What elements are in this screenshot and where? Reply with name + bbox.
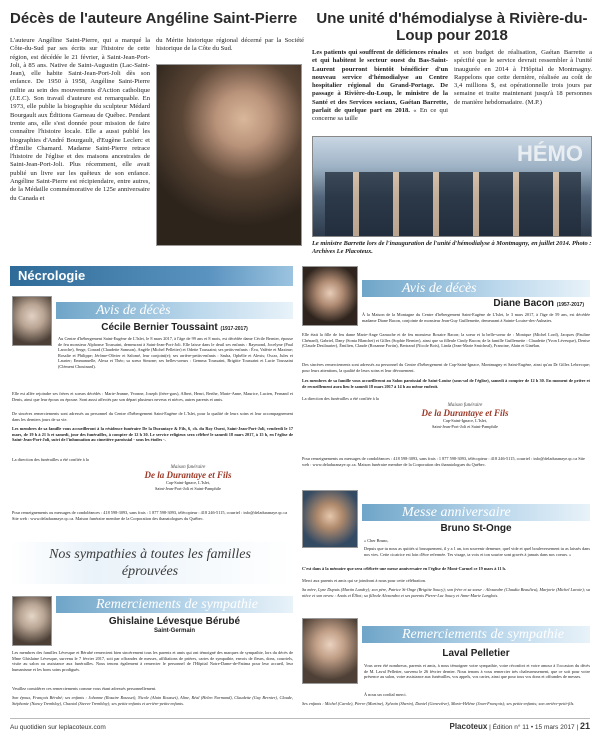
necrologie-banner (10, 266, 293, 286)
bruno-photo (302, 490, 358, 548)
avis-deces-band-2: Avis de décès (362, 280, 590, 297)
diane-bold: Les membres de sa famille vous accueilleront au Salon paroissial de Saint-Louise (sous-sol de l'église), samedi à compter de 12 h 30. En moment de prière et de recueillement aura lieu le samedi 18 mars 2017 à 14 h au même endroit. (302, 378, 590, 389)
funeral-home-addr2-2: Saint-Jean-Port-Joli et Saint-Pamphile (432, 423, 498, 429)
ghislaine-place: Saint-Germain (153, 628, 195, 634)
lead-end: « En ce qui concerne sa taille (312, 107, 448, 123)
ghislaine-name: Ghislaine Lévesque Bérubé (108, 616, 241, 627)
cecile-contact: Pour renseignements ou messages de condoléances : 418 598-3093, sans frais : 1 877 598-3093, télécopieur : 418 246-5115, courriel : info@deladuranaye.qc.ca Site web : www.deladuranaye.qc.ca. Maison funéraire membre de la Corporation des thanatologues du Québec. (12, 510, 288, 521)
saint-pierre-photo (156, 64, 302, 246)
cecile-photo (12, 296, 52, 346)
footer-edition: | Édition n° 11 • 15 mars 2017 | (489, 724, 579, 731)
diane-contact: Pour renseignements ou messages de condoléances : 418 598-3093, sans frais : 1 877 598-3093, télécopieur : 418 246-5115, courriel : info@deladuranaye.qc.ca Site web : www.deladuranaye.qc.ca. Maison funéraire membre de la Corporation des thanatologues du Québec. (302, 456, 585, 467)
cecile-text-2: Elle est allée rejoindre ses frères et soeurs décédés : Marie-Jeanne, Yvonne, Joseph (frère-gars), Albert, Henri, Berthe, Marie-Anne, Maurice, Lucien, Fernand et Denis, ainsi que leur époux ou épouse. Sont aussi affectés par son départ plusieurs neveux et nièces, autres parents et amis. (12, 391, 293, 402)
cecile-years: (1917-2017) (220, 326, 248, 332)
bruno-bold: C'est dans à la mémoire que sera célébrée une messe anniversaire en l'église de Mont-Carmel ce 19 mars à 11 h. (302, 566, 507, 571)
remerciements-band-1: Remerciements de sympathie (56, 596, 293, 613)
laval-photo (302, 618, 358, 684)
footer-page: 21 (579, 721, 590, 731)
necrologie-title: Nécrologie (18, 268, 86, 283)
diane-name (362, 298, 590, 309)
funeral-home-name-2: De la Durantaye et Fils (421, 408, 509, 418)
funeral-home-top-2: Maison funéraire (447, 403, 483, 408)
article-title-saint-pierre: Décès de l'auteure Angéline Saint-Pierre (10, 10, 298, 27)
funeral-home-top: Maison funéraire (170, 465, 206, 470)
article-body-saint-pierre-col2: du Mérite historique régional décerné par la Société historique de la Côte du Sud. (156, 37, 304, 53)
laval-text-2: À nous un cordial merci. (364, 692, 407, 697)
diane-photo (302, 266, 358, 326)
diane-name-text: Diane Bacon (493, 298, 554, 309)
photo-sign: HÉMO (517, 141, 583, 166)
article-title-hemodialyse: Une unité d'hémodialyse à Rivière-du-Loup pour 2018 (316, 10, 588, 44)
footer-right (449, 721, 590, 731)
footer-brand: Placoteux (449, 722, 488, 731)
cecile-text-3: De sincères remerciements sont adressés au personnel du Centre d'hébergement Saint-Eugène de L'Islet, pour la qualité de leurs soins et leur accompagnement dans les derniers jours de sa vie. (12, 411, 293, 422)
diane-text-1: À la Maison de la Montagne du Centre d'hébergement Saint-Eugène de L'Islet, le 3 mars 2017, à l'âge de 59 ans, est décédée madame Diane Bacon, conjointe de monsieur Jean-Guy Guillemette, demeurant à Sainte-Louise-des-Aulnaies. (362, 312, 590, 323)
sympathies-text: Nos sympathies à toutes les familles éprouvées (49, 547, 251, 579)
diane-direction: La direction des funérailles a été confiée à la (302, 396, 379, 401)
funeral-home-addr1-2: Cap-Saint-Ignace, L'Islet, (442, 418, 488, 423)
ghislaine-sign: Son époux, François Bérubé; ses enfants : Johanne (Rosaire Rousset), Nicole (Alain Rousset), Aline, Réal (Helen Normand), Claudette (Guy Bernier), Claude, Stéphanie (Nancy Tremblay), Chantal (Steeve Tremblay); ses petits-enfants et arrière-petits-enfants. (12, 695, 293, 706)
diane-text-3: Des sincères remerciements sont adressés au personnel du Centre d'hébergement de Cap-Saint-Ignace, Montmagny et Saint-Eugène, ainsi qu'au Dr Gilles Lebrecque; pour leurs attentions, la qualité de leurs soins et leur dévouement. (302, 362, 590, 373)
lead-bold: Les patients qui souffrent de déficiences rénales et qui habitent le secteur ouest du Bas-Saint-Laurent pourront bientôt bénéficier d'un nouveau service d'hémodialyse au Centre hospitalier régional du Grand-Portage. De passage à Rivière-du-Loup, le ministre de la Santé et des Services sociaux, Gaétan Barrette, parlait de quelque part en 2018. (312, 49, 448, 115)
bruno-text-2: Merci aux parents et amis qui se joindront à nous pour cette célébration. (302, 578, 426, 583)
barrette-caption: Le ministre Barrette lors de l'inauguration de l'unité d'hémodialyse à Montmagny, en juillet 2014. Photo : Archives Le Placoteux. (312, 240, 592, 255)
funeral-home-addr2: Saint-Jean-Port-Joli et Saint-Pamphile (155, 485, 221, 491)
cecile-name-text: Cécile Bernier Toussaint (101, 322, 218, 333)
barrette-photo (312, 136, 592, 237)
article-body-hemodialyse: et son budget de réalisation, Gaétan Barrette a spécifié que le service devrait ressembler à l'unité inaugurée en 2014 à l'Hôpital de Montmagny. Rappelons que cette dernière, réalisée au coût de 3,4 millions $, est opérationnelle trois jours par semaine et traite maintenant jusqu'à 18 personnes de manière hebdomadaire. (M.P.) (454, 49, 592, 106)
bruno-name: Bruno St-Onge (440, 523, 512, 534)
remerciements-band-2: Remerciements de sympathie (362, 626, 590, 643)
laval-name: Laval Pelletier (442, 648, 510, 659)
funeral-home-logo-2 (395, 403, 535, 443)
ghislaine-text-1: Les membres des familles Lévesque et Bérubé remercient bien sincèrement tous les parents et amis qui ont témoigné des marques de sympathie, lors du décès de Mme Ghislaine Lévesque, survenu le 7 février 2017, soit par offrandes de messes, affiliations de prières, cartes de sympathie, envois de fleurs, dons, courriels, visite au salon ou assistance aux funérailles. Nous tenons également à remercier le personnel de l'Hôpital Notre-Dame-de-Fatima pour leur accueil, leur humanisme et les bons soins prodigués. (12, 650, 293, 672)
footer-rule (10, 718, 590, 719)
sympathies-banner (10, 542, 293, 584)
group-of-people (325, 172, 581, 236)
messe-band: Messe anniversaire (362, 504, 590, 521)
article-body-saint-pierre: L'auteure Angéline Saint-Pierre, qui a marqué la Côte-du-Sud par ses écrits sur l'histoire de cette région, est décédée le 21 février, à Saint-Jean-Port-Joli, à 85 ans. Native de Saint-Augustin (Lac-Saint-Jean), elle habite Saint-Jean-Port-Joli dès son enfance. De 1950 à 1958, Angéline Saint-Pierre milite au sein des mouvements d'Action catholique (J.E.C). Son travail d'auteure est remarquable. En 1973, elle publie la biographie du sculpteur Médard Bourgault aux Éditions Garneau de Québec. Pendant trente ans, elle s'est donnée pour mission de faire connaître l'histoire locale. Elle a aussi publié les biographies d'André Bourgault, d'Eugène Leclerc et d'Émilie Chamard. Madame Saint-Pierre retrace l'histoire de l'église et des maisons ancestrales de Saint-Jean-Port-Joli. Plus récemment, elle avait publié un livre sur les quêteux de son enfance. Angéline Saint-Pierre est récipiendaire, entre autres, de la Médaille commémorative de 125e anniversaire du Canada et (10, 37, 150, 202)
bruno-sign: Sa mère, Lyne Dupuis (Martin Landry); son père, Patrice St-Onge (Brigitte Soucy); son frère et sa soeur : Alexandre (Claudia Beaulieu), Marjorie (Michel Lavoie); sa nièce et son neveu : Anaïs et Élliot; sa filleule Alexandra et ses parents Pierre-Luc Soucy et Anne-Marie Langlois. (302, 587, 590, 598)
laval-sign: Ses enfants : Michel (Carole), Pierre (Martine), Sylvain (Sherin), Daniel (Geneviève), Marie-Hélène (Jean-François); ses petits-enfants; son arrière-petit-fils. (302, 701, 575, 706)
bruno-quote: « Cher Bruno, (364, 538, 389, 543)
cecile-text-1: Au Centre d'hébergement Saint-Eugène de L'Islet, le 8 mars 2017, à l'âge de 99 ans et 8 mois, est décédée dame Cécile Bernier, épouse de feu monsieur Alphonse Toussaint, demeurant à Saint-Jean-Port-Joli. Elle laisse dans le deuil ses enfants : Raymond, Jocelyne (Paul Laroche), Serge, Conrad (Claudette Samson), Angèle (Michel Pelletier) et Odette Toussaint; ses petits-enfants : Éva, Valérie et Maxime; Rosalie et Philippe; Jérôme-Olivier et Salomé, leur conjoint(e); ses arrière-petits-enfants : Sasha, Ophélie et Alexis; Oscar, Jules et Laurier; Emmanuelle, Alexa et Théo; sa soeur Simone; ses belles-soeurs : Gemma Toussaint, Brigitte Toussaint et Lucie Toussaint (Clément Chouinard). (58, 336, 293, 369)
funeral-home-logo-1 (118, 465, 258, 505)
laval-text-1: Vous avez été nombreux, parents et amis, à nous témoigner votre sympathie, votre réconfort et votre amour à l'occasion du décès de M. Laval Pelletier, survenu le 26 février dernier. Nous tenons à vous remercier très chaleureusement, que ce soit pour votre présence au salon, votre assistance aux funérailles, vos appels, vos cartes, ainsi que pour tous vos dons et offrandes de messes. (364, 663, 590, 680)
cecile-bold: Les membres de sa famille vous accueilleront à la résidence funéraire De la Durantaye & Fils, 6, ch. du Roy Ouest, Saint-Jean-Port-Joli, vendredi le 17 mars, de 19 h à 21 h et samedi, jour des funérailles, à compter de 12 h 30. Le service religieux sera célébré le samedi 18 mars 2017, à 15 h, en l'église de Saint-Jean-Port-Joli, suivi de l'inhumation au cimetière paroissial - sous les étoiles -. (12, 426, 293, 443)
diane-text-2: Elle était la fille de feu dame Marie-Ange Gamache et de feu monsieur Rosaire Bacon; la soeur et la belle-soeur de : Monique (Michel Lord), Jacques (Pauline Chénard), Gabriel, Dany (Sonia Blanchet) et Gilles (Sophie Bernier), ainsi que sa filleule Cindy Bacon; de la famille Guillemette : Claudette (Yvon Lévesque), Denise (Claude Desilaurier), Émilien, Claude (Rosanne Fortin), Bertrand (Nicole Bois), Linda (Jean-Marie Smicheal), Francine, Alain et Ginélan. (302, 332, 590, 349)
ghislaine-text-2: Veuillez considérer ces remerciements comme vous étant adressés personnellement. (12, 686, 157, 691)
bruno-text-1: Depuis que tu nous as quittés si brusquement, il y a 1 an, ton souvenir demeure, quel vide et quel bouleversement tu as laissés dans nos vies. Cette cicatrice est loin d'être refermée. Tes visage, ta voix et ton sourire sont gravés à jamais dans nos coeurs. » (364, 546, 590, 557)
ghislaine-photo (12, 596, 52, 646)
footer-left: Au quotidien sur leplacoteux.com (10, 724, 106, 731)
article-lead-hemodialyse (312, 49, 448, 124)
funeral-home-addr1: Cap-Saint-Ignace, L'Islet, (165, 480, 211, 485)
avis-deces-band-1: Avis de décès (56, 302, 293, 319)
diane-years: (1957-2017) (556, 302, 584, 308)
cecile-direction: La direction des funérailles a été confiée à la (12, 457, 89, 462)
funeral-home-name: De la Durantaye et Fils (144, 470, 232, 480)
cecile-name (56, 322, 293, 333)
